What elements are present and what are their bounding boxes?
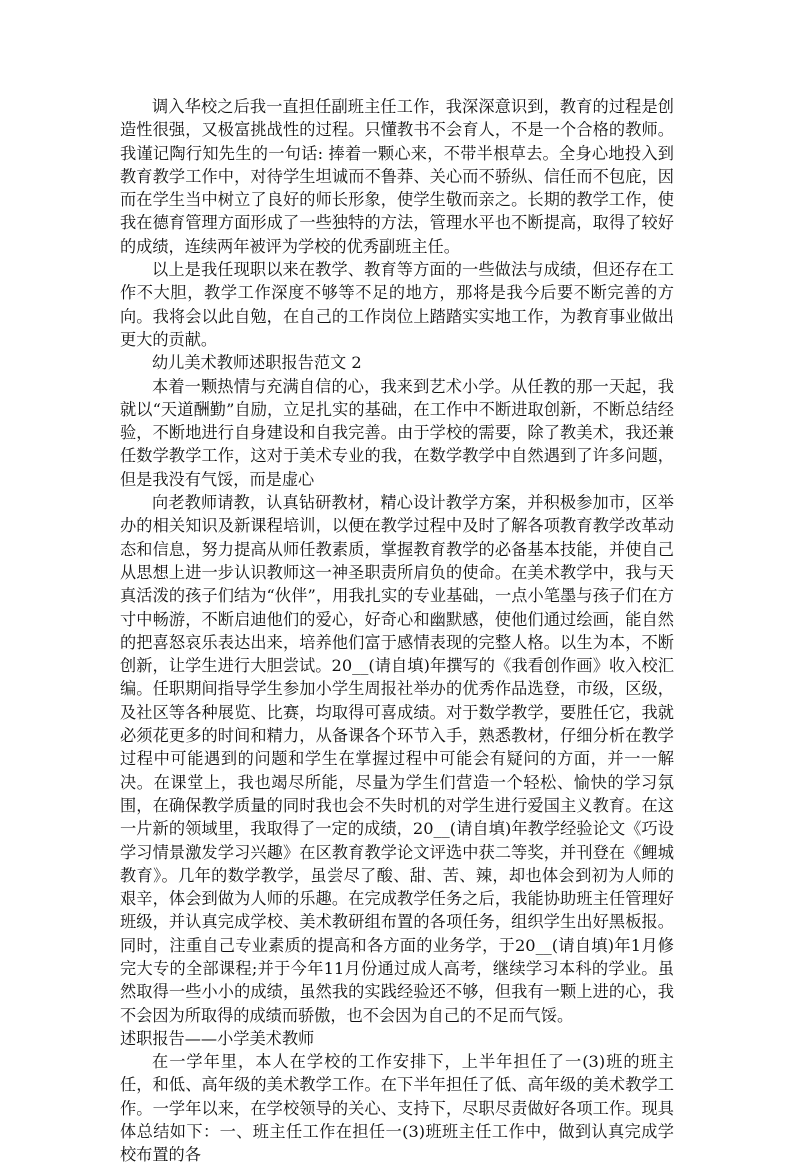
body-paragraph: 本着一颗热情与充满自信的心，我来到艺术小学。从任教的那一天起，我就以“天道酬勤”自励，立足扎实的基础，在工作中不断进取创新，不断总结经验，不断地进行自身建设和自我完善。由于学校的需要，除了教美术，我还兼任数学教学工作，这对于美术专业的我，在数学教学中自然遇到了许多问题，但是我没有气馁，而是虚心: [120, 376, 674, 489]
body-paragraph: 在一学年里，本人在学校的工作安排下，上半年担任了一(3)班的班主任，和低、高年级的美术教学工作。在下半年担任了低、高年级的美术教学工作。一学年以来，在学校领导的关心、支持下，尽职尽责做好各项工作。现具体总结如下：一、班主任工作在担任一(3)班班主任工作中，做到认真完成学校布置的各: [120, 1052, 674, 1165]
body-paragraph: 调入华校之后我一直担任副班主任工作，我深深意识到，教育的过程是创造性很强，又极富挑战性的过程。只懂教书不会育人，不是一个合格的教师。我谨记陶行知先生的一句话: 捧着一颗心来，不带半根草去。全身心地投入到教育教学工作中，对待学生坦诚而不鲁莽、关心而不骄纵、信任而不包庇，因而在学生当中树立了良好的师长形象，使学生敬而亲之。长期的教学工作，使我在德育管理方面形成了一些独特的方法，管理水平也不断提高，取得了较好的成绩，连续两年被评为学校的优秀副班主任。: [120, 97, 674, 256]
section-title: 幼儿美术教师述职报告范文 2: [152, 353, 362, 373]
body-paragraph: 以上是我任现职以来在教学、教育等方面的一些做法与成绩，但还存在工作不大胆，教学工作深度不够等不足的地方，那将是我今后要不断完善的方向。我将会以此自勉，在自己的工作岗位上踏踏实实地工作，为教育事业做出更大的贡献。: [120, 260, 674, 349]
section-title: 述职报告——小学美术教师: [120, 1028, 315, 1048]
body-paragraph: 向老教师请教，认真钻研教材，精心设计教学方案，并积极参加市，区举办的相关知识及新课程培训，以便在教学过程中及时了解各项教育教学改革动态和信息，努力提高从师任教素质，掌握教育教学的必备基本技能，并使自己从思想上进一步认识教师这一神圣职责所肩负的使命。在美术教学中，我与天真活泼的孩子们结为“伙伴”，用我扎实的专业基础，一点小笔墨与孩子们在方寸中畅游，不断启迪他们的爱心，好奇心和幽默感，使他们通过绘画，能自然的把喜怒哀乐表达出来，培养他们富于感情表现的完整人格。以生为本，不断创新，让学生进行大胆尝试。20__(请自填)年撰写的《我看创作画》收入校汇编。任职期间指导学生参加小学生周报社举办的优秀作品选登，市级，区级，及社区等各种展览、比赛，均取得可喜成绩。对于数学教学，要胜任它，我就必须花更多的时间和精力，从备课各个环节入手，熟悉教材，仔细分析在教学过程中可能遇到的问题和学生在掌握过程中可能会有疑问的方面，并一一解决。在课堂上，我也竭尽所能，尽量为学生们营造一个轻松、愉快的学习氛围，在确保教学质量的同时我也会不失时机的对学生进行爱国主义教育。在这一片新的领域里，我取得了一定的成绩，20__(请自填)年教学经验论文《巧设学习情景激发学习兴趣》在区教育教学论文评选中获二等奖，并刊登在《鲤城教育》。几年的数学教学，虽尝尽了酸、甜、苦、辣，却也体会到初为人师的艰辛，体会到做为人师的乐趣。在完成教学任务之后，我能协助班主任管理好班级，并认真完成学校、美术教研组布置的各项任务，组织学生出好黑板报。同时，注重自己专业素质的提高和各方面的业务学，于20__(请自填)年1月修完大专的全部课程;并于今年11月份通过成人高考，继续学习本科的学业。虽然取得一些小小的成绩，虽然我的实践经验还不够，但我有一颗上进的心，我不会因为所取得的成绩而骄傲，也不会因为自己的不足而气馁。: [120, 493, 674, 1025]
document-body: [120, 95, 674, 1167]
